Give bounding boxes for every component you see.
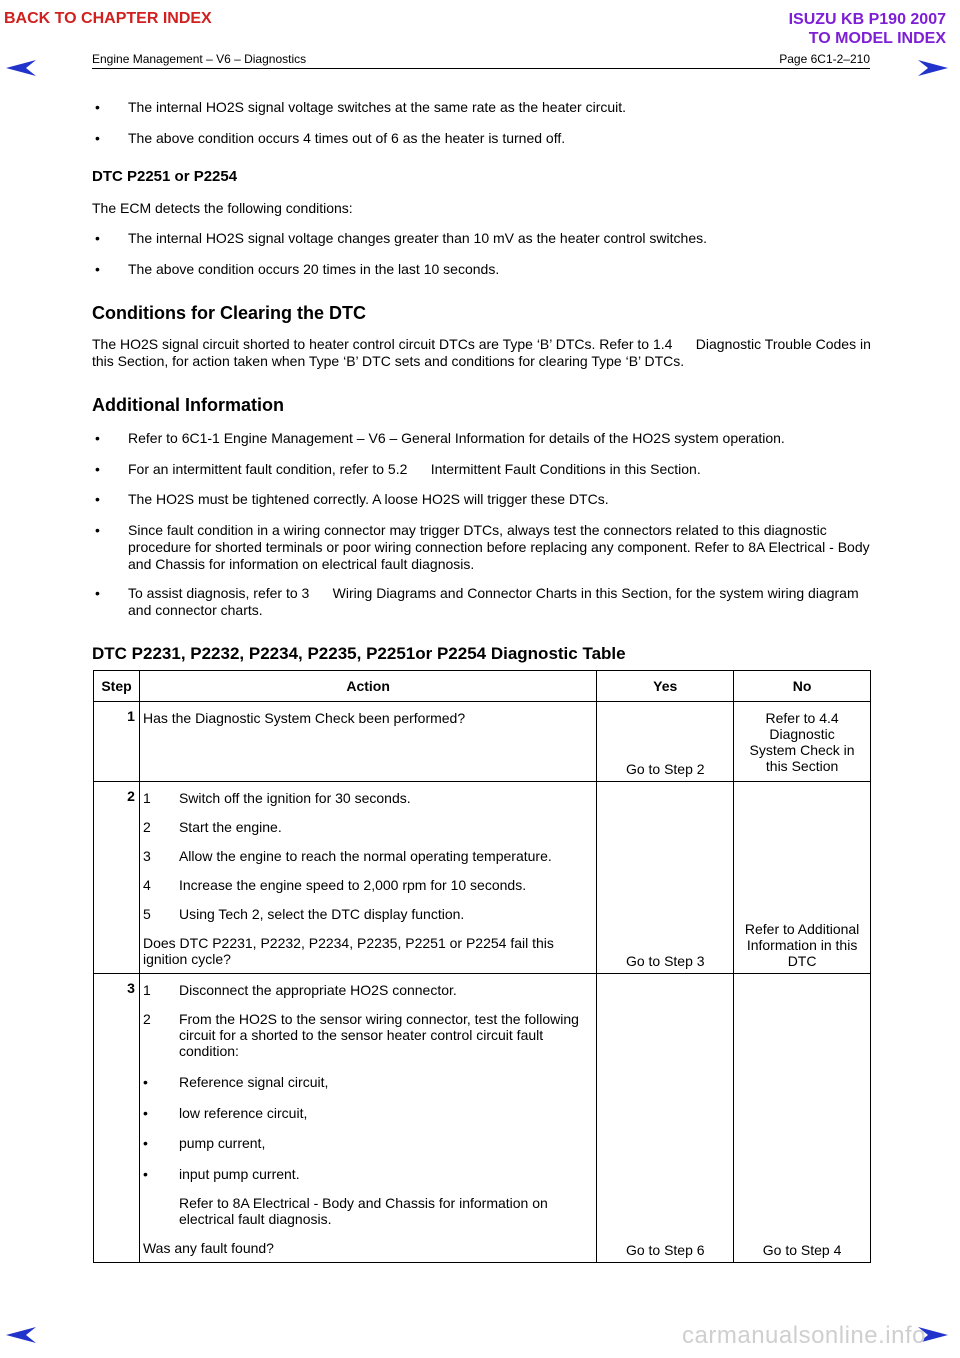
no-cell bbox=[734, 782, 871, 974]
prev-page-left-arrow-icon[interactable] bbox=[4, 58, 38, 78]
no-cell bbox=[734, 702, 871, 782]
yes-link[interactable]: Go to Step 3 bbox=[625, 953, 705, 969]
action-cell bbox=[139, 782, 596, 974]
next-page-right-arrow-icon[interactable] bbox=[916, 58, 950, 78]
back-to-chapter-index-link[interactable]: BACK TO CHAPTER INDEX bbox=[4, 10, 212, 27]
table-header-row bbox=[94, 671, 871, 702]
yes-cell bbox=[597, 782, 734, 974]
no-link[interactable]: Refer to Additional Information in this DTC bbox=[744, 921, 860, 969]
bullet-text: The above condition occurs 20 times in the last 10 seconds. bbox=[128, 261, 500, 277]
watermark: carmanualsonline.info bbox=[682, 1322, 926, 1349]
bullet-icon: • bbox=[95, 99, 100, 115]
question-text: Was any fault found? bbox=[142, 1240, 274, 1256]
step-text: Allow the engine to reach the normal operating temperature. bbox=[178, 848, 552, 864]
step-index: 5 bbox=[142, 906, 151, 922]
paragraph: The HO2S signal circuit shorted to heater control circuit DTCs are Type ‘B’ DTCs. Refer to 1.4 Diagnostic Trouble Codes in this Section, for action taken when Type ‘B’ DTC sets and conditions for clearing Type ‘B’ DTCs. bbox=[92, 336, 875, 369]
bullet-text: The above condition occurs 4 times out of 6 as the heater is turned off. bbox=[128, 130, 566, 146]
note-body: Refer to 8A Electrical - Body and Chassis for information on electrical fault diagnosis. bbox=[178, 1195, 548, 1227]
section-heading: Conditions for Clearing the DTC bbox=[92, 303, 366, 323]
bullet-icon: • bbox=[95, 430, 100, 446]
question-text: Has the Diagnostic System Check been performed? bbox=[142, 710, 466, 726]
running-header-title: Engine Management – V6 – Diagnostics bbox=[92, 52, 307, 66]
step-text: Using Tech 2, select the DTC display function. bbox=[178, 906, 465, 922]
bullet-icon: • bbox=[95, 522, 100, 538]
header-rule bbox=[92, 68, 870, 69]
step-number: 3 bbox=[94, 974, 140, 1263]
model-title: ISUZU KB P190 2007 bbox=[788, 11, 946, 28]
step-text: From the HO2S to the sensor wiring connector, test the following circuit for a shorted to the sensor heater control circuit fault condition: bbox=[178, 1011, 579, 1059]
step-number: 1 bbox=[94, 702, 140, 782]
step-text: Increase the engine speed to 2,000 rpm for 10 seconds. bbox=[178, 877, 527, 893]
section-heading: Additional Information bbox=[92, 395, 284, 415]
step-text: Switch off the ignition for 30 seconds. bbox=[178, 790, 411, 806]
column-header-yes: Yes bbox=[597, 671, 734, 702]
bullet-text: low reference circuit, bbox=[178, 1105, 308, 1121]
bullet-icon: • bbox=[95, 230, 100, 246]
question-text: Does DTC P2231, P2232, P2234, P2235, P2251 or P2254 fail this ignition cycle? bbox=[142, 935, 554, 967]
no-link[interactable]: Refer to 4.4 Diagnostic System Check in this Section bbox=[749, 710, 862, 774]
bullet-icon: • bbox=[142, 1135, 148, 1151]
step-index: 2 bbox=[142, 819, 151, 835]
yes-cell bbox=[597, 974, 734, 1263]
table-row bbox=[94, 782, 871, 974]
bullet-icon: • bbox=[95, 261, 100, 277]
no-cell bbox=[734, 974, 871, 1263]
bullet-text: To assist diagnosis, refer to 3 Wiring Diagrams and Connector Charts in this Section, for the system wiring diagram and connector charts. bbox=[128, 585, 863, 618]
yes-cell bbox=[597, 702, 734, 782]
step-number: 2 bbox=[94, 782, 140, 974]
step-index: 4 bbox=[142, 877, 151, 893]
no-link[interactable]: Go to Step 4 bbox=[762, 1242, 842, 1258]
bullet-text: Refer to 6C1-1 Engine Management – V6 – General Information for details of the HO2S system operation. bbox=[128, 430, 785, 446]
bullet-icon: • bbox=[95, 585, 100, 601]
bullet-text: The internal HO2S signal voltage changes greater than 10 mV as the heater control switches. bbox=[128, 230, 707, 246]
column-header-action: Action bbox=[139, 671, 596, 702]
step-text: Disconnect the appropriate HO2S connector. bbox=[178, 982, 457, 998]
page-number: Page 6C1-2–210 bbox=[779, 52, 870, 66]
bullet-text: The internal HO2S signal voltage switches at the same rate as the heater circuit. bbox=[128, 99, 627, 115]
column-header-step: Step bbox=[94, 671, 140, 702]
bullet-icon: • bbox=[95, 130, 100, 146]
bullet-icon: • bbox=[142, 1166, 148, 1182]
step-index: 1 bbox=[142, 790, 151, 806]
bullet-text: pump current, bbox=[178, 1135, 266, 1151]
action-cell bbox=[139, 702, 596, 782]
prev-page-left-arrow-icon[interactable] bbox=[4, 1325, 38, 1345]
yes-link[interactable]: Go to Step 6 bbox=[625, 1242, 705, 1258]
step-text: Start the engine. bbox=[178, 819, 282, 835]
bullet-icon: • bbox=[95, 491, 100, 507]
table-row bbox=[94, 702, 871, 782]
model-index-link[interactable] bbox=[789, 10, 946, 48]
bullet-text: For an intermittent fault condition, refer to 5.2 Intermittent Fault Conditions in this Section. bbox=[128, 461, 701, 477]
step-index: 1 bbox=[142, 982, 151, 998]
paragraph: The ECM detects the following conditions: bbox=[92, 200, 353, 216]
to-model-index-label: TO MODEL INDEX bbox=[808, 30, 946, 47]
yes-link[interactable]: Go to Step 2 bbox=[625, 761, 705, 777]
bullet-icon: • bbox=[142, 1074, 148, 1090]
section-heading: DTC P2251 or P2254 bbox=[92, 168, 238, 185]
bullet-text: The HO2S must be tightened correctly. A loose HO2S will trigger these DTCs. bbox=[128, 491, 609, 507]
table-title: DTC P2231, P2232, P2234, P2235, P2251or P2254 Diagnostic Table bbox=[92, 644, 626, 663]
diagnostic-table bbox=[93, 670, 871, 1263]
column-header-no: No bbox=[734, 671, 871, 702]
bullet-text: input pump current. bbox=[178, 1166, 300, 1182]
bullet-icon: • bbox=[95, 461, 100, 477]
action-cell bbox=[139, 974, 596, 1263]
step-index: 3 bbox=[142, 848, 151, 864]
bullet-text: Since fault condition in a wiring connector may trigger DTCs, always test the connectors related to this diagnostic procedure for shorted terminals or poor wiring connection before replacing any component. Refer to 8A Electrical - Body and Chassis for information on electrical fault diagnosis. bbox=[128, 522, 870, 572]
bullet-text: Reference signal circuit, bbox=[178, 1074, 329, 1090]
table-row bbox=[94, 974, 871, 1263]
bullet-icon: • bbox=[142, 1105, 148, 1121]
step-index: 2 bbox=[142, 1011, 151, 1027]
